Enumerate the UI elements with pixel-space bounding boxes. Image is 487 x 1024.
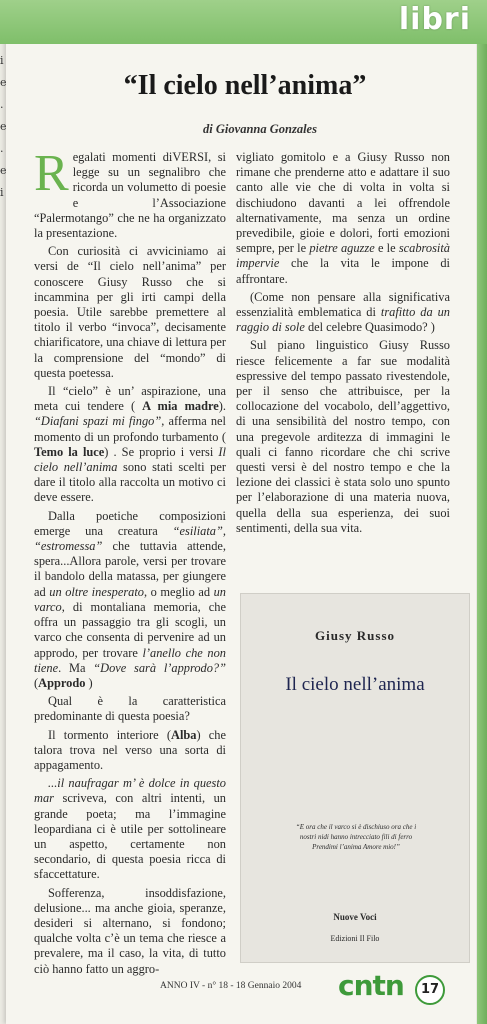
article-column-left: Regalati momenti diVERSI, si legge su un segnalibro che ricorda un volumetto di poesie e l’Associazione “Palermotango” che ne ha organizzato la presentazione. Con curiosità ci avviciniamo ai versi de “Il cielo nell’anima” per conoscere Giusy Russo che si incammina per gli irti campi della poesia. Utile sarebbe premettere al titolo il verbo “invoca”, decisamente chiarificatore, una chiave di lettura per la comprensione del “mondo” di questa poetessa. Il “cielo” è un’ aspirazione, una meta cui tendere ( A mia madre). “Diafani spazi mi fingo”, afferma nel momento di un profondo turbamento ( Temo la luce) . Se proprio i versi Il cielo nell’anima sono stati scelti per dare il titolo alla raccolta un motivo ci deve essere. Dalla poetiche composizioni emerge una creatura “esiliata”, “estromessa” che tuttavia attende, spera...Allora parole, versi per trovare il bandolo della matassa, per giungere ad un oltre inesperato, o meglio ad un varco, di montaliana memoria, che offra un passaggio tra gli scogli, un varco che consenta di pervenire ad un approdo, per trovare l’anello che non tiene. Ma “Dove sarà l’approdo?” (Approdo ) Qual è la caratteristica predominante di questa poesia? Il tormento interiore (Alba) che talora trova nel verso una sorta di appagamento. ...il naufragar m’ è dolce in questo mar scriveva, con altri intenti, un grande poeta; ma l’immagine leopardiana ci è utile per sottolineare un aspetto, certamente non secondario, di questa poesia ricca di sfaccettature. Sofferenza, insoddisfazione, delusione... ma anche gioia, speranze, desideri si alternano, si fondono; qualche volta c’è un tema che riesce a prevalere, ma il caso, la vita, di tutto ciò hanno fatto un aggro- bbox=[34, 145, 227, 976]
page-number: 17 bbox=[415, 975, 445, 1005]
article-byline: di Giovanna Gonzales bbox=[203, 122, 317, 136]
section-label: libri bbox=[398, 2, 471, 37]
issue-info: ANNO IV - n° 18 - 18 Gennaio 2004 bbox=[160, 981, 302, 991]
article-title: “Il cielo nell’anima” bbox=[123, 70, 367, 101]
book-title: Il cielo nell’anima bbox=[285, 674, 425, 695]
book-series: Nuove Voci bbox=[333, 912, 377, 922]
header-band bbox=[0, 0, 487, 44]
book-quote: “E ora che il varco si è dischiuso ora che i nostri nidi hanno intrecciato fili di ferro Prendimi l’anima Amore mio!” bbox=[295, 823, 417, 851]
book-author: Giusy Russo bbox=[315, 628, 395, 643]
previous-page-edge: i e . e . e i bbox=[0, 54, 7, 199]
magazine-logo: cntn bbox=[338, 969, 404, 1002]
book-cover-image bbox=[240, 593, 470, 963]
article-column-right: vigliato gomitolo e a Giusy Russo non rimane che prenderne atto e adattare il suo canto alle vie che di volta in volta si dischiudono davanti a lei offrendole alternativamente, ma senza un ordine prevedibile, gioie e dolori, forti emozioni sempre, per le pietre aguzze e le scabrosità impervie che la vita le impone di affrontare. (Come non pensare alla significativa essenzialità emblematica di trafitto da un raggio di sole del celebre Quasimodo? ) Sul piano linguistico Giusy Russo riesce felicemente a far sue modalità espressive del tempo passato rivestendole, per il senso che attribuisce, per la collocazione del vocabolo, dell’aggettivo, di una sensibilità del nostro tempo, con una pregevole arditezza di immagini le quali ci fanno ricordare che chi scrive questi versi è del nostro tempo e che la lezione dei classici è stata solo uno spunto per l’elaborazione di una materia nuova, quella della sua esperienza, dei suoi sentimenti, della sua vita. bbox=[236, 150, 450, 535]
book-publisher: Edizioni Il Filo bbox=[330, 934, 380, 943]
